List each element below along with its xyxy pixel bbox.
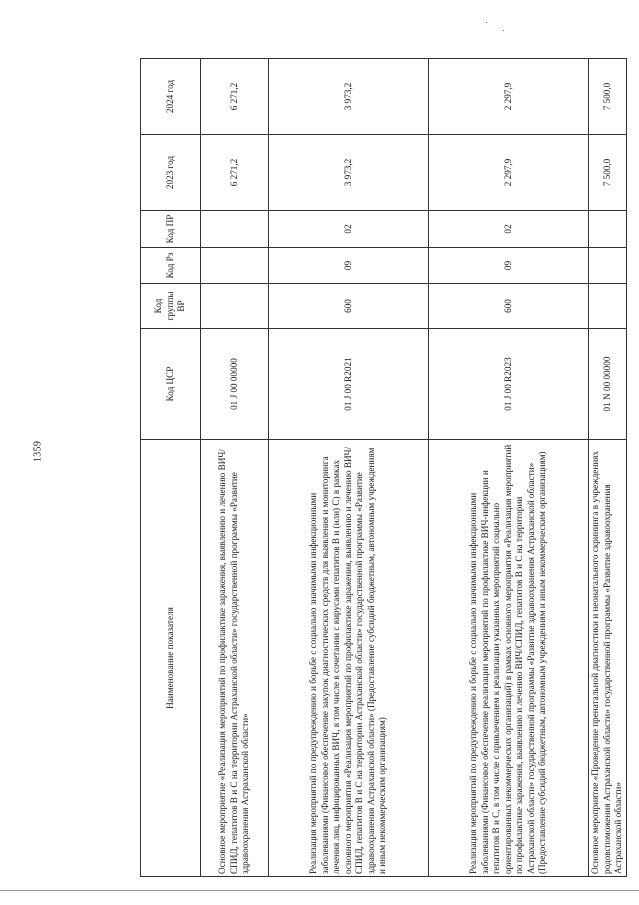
row-csr: 01 N 00 00000 [589, 329, 627, 440]
row-2023: 2 297,9 [429, 135, 589, 211]
row-rz: 09 [429, 248, 589, 284]
header-rz: Код Рз [141, 248, 201, 284]
row-2023: 3 973,2 [269, 135, 429, 211]
row-rz [589, 248, 627, 284]
header-csr: Код ЦСР [141, 329, 201, 440]
header-name: Наименование показателя [141, 440, 201, 877]
table-header-row [141, 59, 201, 877]
header-pr: Код ПР [141, 211, 201, 248]
row-2024: 6 271,2 [201, 59, 269, 135]
header-vr: Код группы ВР [141, 284, 201, 329]
table-row [201, 59, 269, 877]
row-2024: 3 973,2 [269, 59, 429, 135]
table-row [269, 59, 429, 877]
row-csr: 01 J 00 R2021 [269, 329, 429, 440]
row-pr [589, 211, 627, 248]
scan-speck [503, 30, 504, 31]
row-vr: 600 [269, 284, 429, 329]
row-vr: 600 [429, 284, 589, 329]
row-csr: 01 J 00 R2023 [429, 329, 589, 440]
row-name: Реализация мероприятий по предупреждению и борьбе с социально значимыми инфекционными заболеваниями (Финансовое обеспечение реализации мероприятий по профилактике ВИЧ-инфекции и гепатитов В и С, в том числе с привлечением к реализации указанных мероприятий социально ориентированных некоммерческих организаций) в рамках основного мероприятия «Реализация мероприятий по профилактике заражения, выявлению и лечению ВИЧ/СПИД, гепатитов В и С на территории Астраханской области» государственной программы «Развитие здравоохранения Астраханской области» (Предоставление субсидий бюджетным, автономным учреждениям и иным некоммерческим организациям) [429, 440, 589, 877]
row-2024: 7 500,0 [589, 59, 627, 135]
row-pr: 02 [429, 211, 589, 248]
header-2024: 2024 год [141, 59, 201, 135]
row-vr [589, 284, 627, 329]
row-rz [201, 248, 269, 284]
row-vr [201, 284, 269, 329]
row-rz: 09 [269, 248, 429, 284]
scan-speck [486, 22, 487, 23]
row-name: Основное мероприятие «Реализация мероприятий по профилактике заражения, выявлению и лечению ВИЧ/СПИД, гепатитов В и С на территории Астраханской области» государственной программы «Развитие здравоохранения Астраханской области» [201, 440, 269, 877]
indicators-table-rotated [140, 59, 623, 877]
row-pr: 02 [269, 211, 429, 248]
row-name: Реализация мероприятий по предупреждению и борьбе с социально значимыми инфекционными заболеваниями (Финансовое обеспечение закупок диагностических средств для выявления и мониторинга лечения лиц, инфицированных ВИЧ, в том числе в сочетании с вирусами гепатитов В и (или) С) в рамках основного мероприятия «Реализация мероприятий по профилактике заражения, выявлению и лечению ВИЧ/СПИД, гепатитов В и С на территории Астраханской области» государственной программы «Развитие здравоохранения Астраханской области» (Предоставление субсидий бюджетным, автономным учреждениям и иным некоммерческим организациям) [269, 440, 429, 877]
page-number: 1359 [32, 440, 44, 462]
scan-edge-line [0, 890, 639, 891]
row-2023: 7 500,0 [589, 135, 627, 211]
row-2023: 6 271,2 [201, 135, 269, 211]
header-2023: 2023 год [141, 135, 201, 211]
row-pr [201, 211, 269, 248]
row-csr: 01 J 00 00000 [201, 329, 269, 440]
row-name: Основное мероприятие «Проведение пренатальной диагностики и неонатального скрининга в учреждениях родовспоможения Астраханской области» государственной программы «Развитие здравоохранения Астраханской области» [589, 440, 627, 877]
indicators-table [140, 58, 627, 877]
table-row [429, 59, 589, 877]
table-row [589, 59, 627, 877]
row-2024: 2 297,9 [429, 59, 589, 135]
